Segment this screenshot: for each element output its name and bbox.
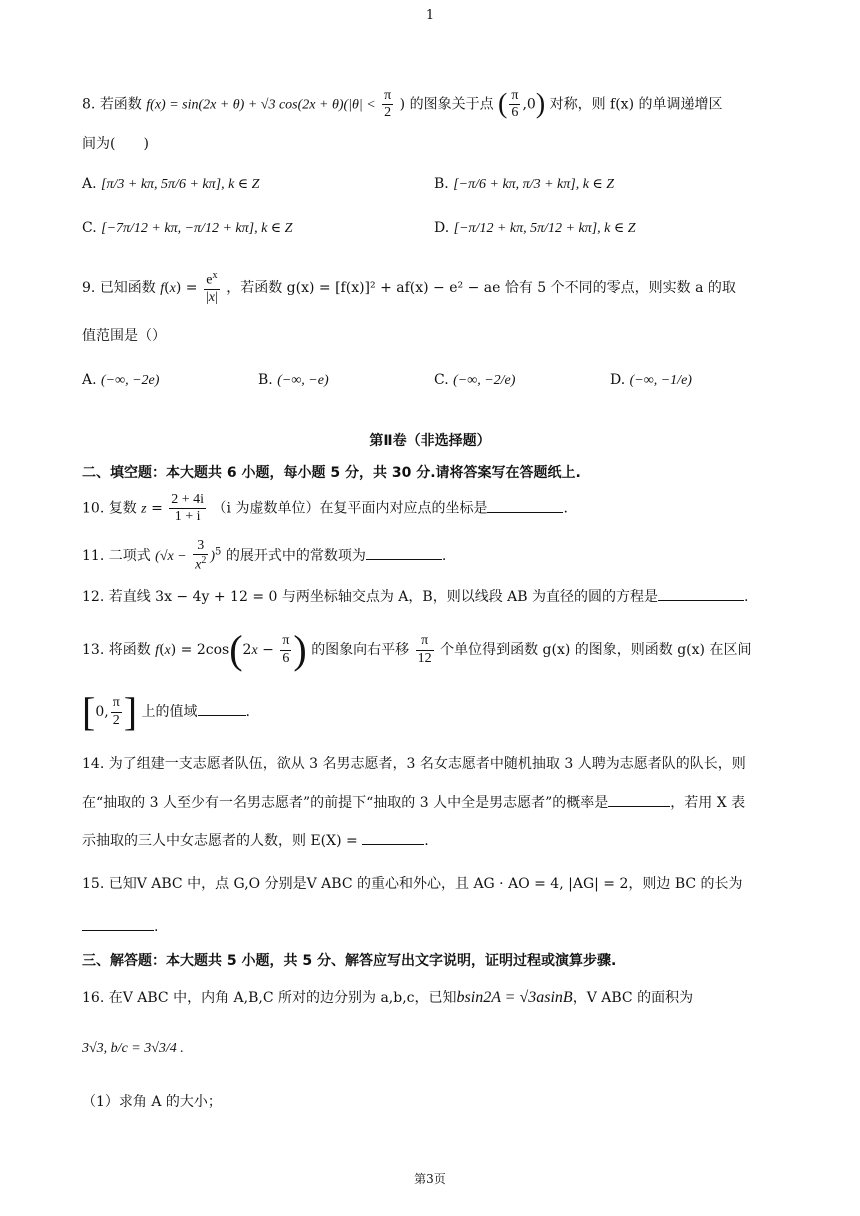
answer-blank[interactable] — [82, 916, 154, 931]
option-8b[interactable]: B. [−π/6 + kπ, π/3 + kπ], k ∈ Z — [434, 176, 615, 192]
question-14-line3: 示抽取的三人中女志愿者的人数，则 E(X) = . — [82, 830, 429, 850]
question-9-line1: 9. 已知函数 f(x) = $\frac{e^x}{|x|}$ ，若函数 g(x) = [f(x)]² + af(x) − e² − ae 恰有 5 个不同的零点，则实数 a 的取 — [82, 270, 736, 305]
answer-blank[interactable] — [487, 498, 563, 513]
page-footer: 第3页 — [414, 1172, 446, 1186]
question-16-sub1: （1）求角 A 的大小； — [82, 1094, 222, 1110]
option-9a[interactable]: A. (−∞, −2e) — [82, 372, 160, 388]
fraction-3-over-x2: $\frac{3}{x^2}$ — [195, 538, 207, 573]
question-16-line1: 16. 在V ABC 中，内角 A,B,C 所对的边分别为 a,b,c，已知bsin2A = √3asinB，V ABC 的面积为 — [82, 989, 694, 1006]
question-8-line2: 间为( ) — [82, 136, 149, 152]
question-9-line2: 值范围是（） — [82, 328, 166, 344]
answer-blank[interactable] — [366, 545, 442, 560]
option-9d[interactable]: D. (−∞, −1/e) — [610, 372, 692, 388]
part-2-title: 第Ⅱ卷（非选择题） — [369, 433, 491, 449]
question-13-line2: [0, $\frac{\pi}{2}$ ] 上的值域 . — [82, 689, 250, 734]
option-9b[interactable]: B. (−∞, −e) — [258, 372, 329, 388]
answer-blank[interactable] — [608, 792, 670, 807]
question-15-line2: . — [82, 916, 158, 936]
option-8d[interactable]: D. [−π/12 + kπ, 5π/12 + kπ], k ∈ Z — [434, 220, 636, 236]
fraction-pi-over-2: $\frac{\pi}{2}$ — [112, 695, 120, 728]
question-14-line1: 14. 为了组建一支志愿者队伍，欲从 3 名男志愿者，3 名女志愿者中随机抽取 3 人聘为志愿者队的队长，则 — [82, 756, 746, 772]
option-8c[interactable]: C. [−7π/12 + kπ, −π/12 + kπ], k ∈ Z — [82, 220, 293, 236]
section-3-heading: 三、解答题：本大题共 5 小题，共 5 分、解答应写出文字说明，证明过程或演算步骤. — [82, 953, 617, 969]
fraction-complex: $\frac{2 + 4i}{1 + i}$ — [171, 492, 205, 525]
question-number: 8. — [82, 96, 96, 113]
section-2-heading: 二、填空题：本大题共 6 小题，每小题 5 分，共 30 分.请将答案写在答题纸上. — [82, 465, 581, 481]
question-13-line1: 13. 将函数 f(x) = 2cos(2x − $\frac{\pi}{6}$ ) 的图象向右平移 $\frac{\pi}{12}$ 个单位得到函数 g(x) 的图象，则函数 g(x) 在区间 — [82, 627, 752, 672]
fraction-pi-over-12: $\frac{\pi}{12}$ — [417, 633, 432, 666]
option-8a[interactable]: A. [π/3 + kπ, 5π/6 + kπ], k ∈ Z — [82, 176, 260, 192]
point-fraction: $\frac{\pi}{6}$ — [511, 88, 519, 121]
answer-blank[interactable] — [362, 830, 424, 845]
answer-blank[interactable] — [658, 586, 744, 601]
question-10: 10. 复数 z = $\frac{2 + 4i}{1 + i}$ （i 为虚数单位）在复平面内对应点的坐标是 . — [82, 492, 568, 525]
fraction-ex-over-abs-x: $\frac{e^x}{|x|}$ — [205, 270, 218, 305]
question-16-line2: 3√3, b/c = 3√3/4 . — [82, 1041, 184, 1056]
question-15-line1: 15. 已知V ABC 中，点 G,O 分别是V ABC 的重心和外心，且 AG · AO = 4, |AG| = 2，则边 BC 的长为 — [82, 876, 743, 892]
option-9c[interactable]: C. (−∞, −2/e) — [434, 372, 516, 388]
question-12: 12. 若直线 3x − 4y + 12 = 0 与两坐标轴交点为 A，B，则以线段 AB 为直径的圆的方程是 . — [82, 586, 748, 606]
fraction-pi-over-2: $\frac{\pi}{2}$ — [384, 88, 392, 121]
fraction-pi-over-6: $\frac{\pi}{6}$ — [282, 633, 290, 666]
question-8-line1: 8. 若函数 f(x) = sin(2x + θ) + √3 cos(2x + θ)(|θ| < $\frac{\pi}{2}$ ) 的图象关于点 ( $\frac{\pi}{6}$ ,0) 对称，则 f(x) 的单调递增区 — [82, 88, 723, 121]
function-expression: f(x) = sin(2x + θ) + √3 cos(2x + θ)(|θ| < — [146, 97, 376, 113]
question-14-line2: 在“抽取的 3 人至少有一名男志愿者”的前提下“抽取的 3 人中全是男志愿者”的概率是 ，若用 X 表 — [82, 792, 745, 812]
page-number-top: 1 — [425, 8, 435, 23]
answer-blank[interactable] — [198, 701, 246, 716]
question-11: 11. 二项式 (√x − $\frac{3}{x^2}$ )$^5$ 的展开式中的常数项为 . — [82, 538, 447, 573]
